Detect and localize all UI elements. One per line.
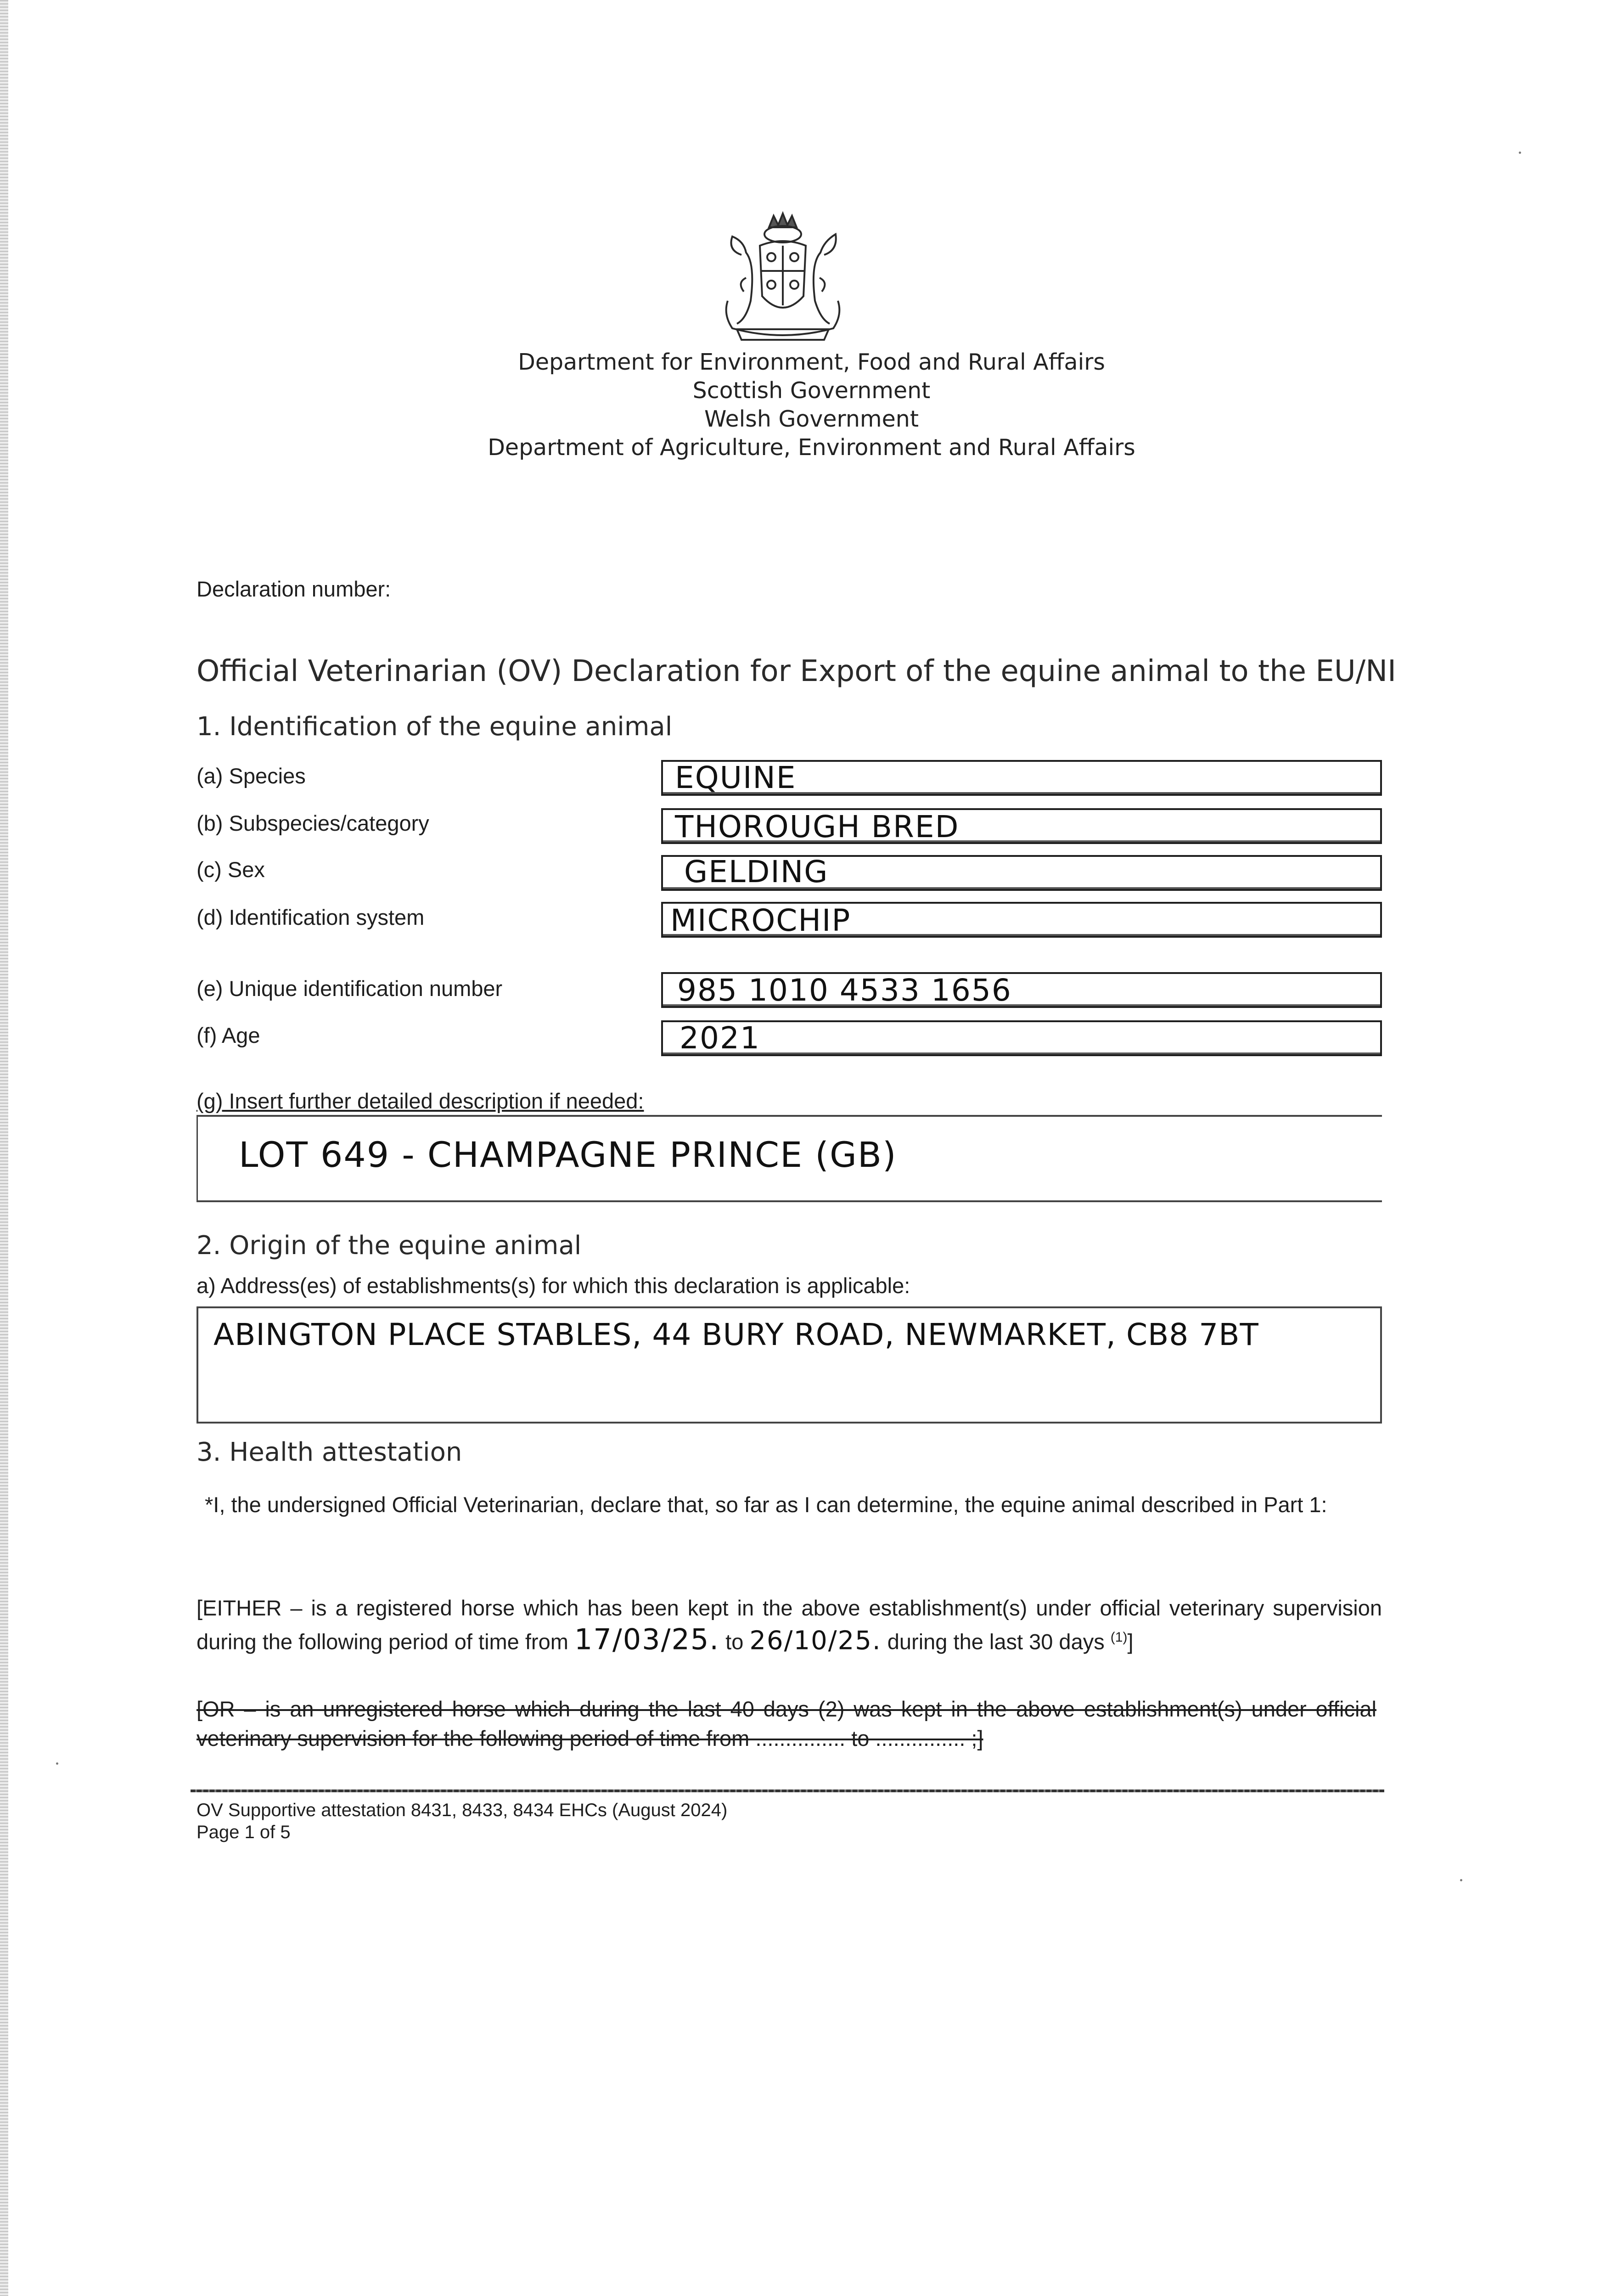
age-value: 2021	[680, 1020, 760, 1056]
further-description-value: LOT 649 - CHAMPAGNE PRINCE (GB)	[239, 1134, 897, 1175]
or-clause-struck: [OR – is an unregistered horse which during the last 40 days (2) was kept in the above establishment(s) under official veterinary supervision for the following period of time from ............... to ............... ;]	[197, 1697, 1376, 1750]
sex-label: (c) Sex	[197, 857, 265, 882]
scan-speck	[1460, 1879, 1462, 1881]
identification-system-value: MICROCHIP	[670, 903, 851, 938]
department-name: Department for Environment, Food and Rural Affairs	[518, 349, 1105, 375]
section-3-heading: 3. Health attestation	[197, 1437, 462, 1467]
to-word: to	[725, 1629, 744, 1654]
scan-edge	[0, 0, 8, 2296]
footer-divider	[191, 1790, 1384, 1792]
address-label: a) Address(es) of establishments(s) for which this declaration is applicable:	[197, 1273, 910, 1298]
further-description-label: (g) Insert further detailed description if needed:	[197, 1089, 644, 1113]
unique-id-value: 985 1010 4533 1656	[677, 973, 1012, 1008]
period-to-date: 26/10/25.	[749, 1626, 882, 1656]
scan-speck	[1519, 152, 1521, 154]
subspecies-value: THOROUGH BRED	[675, 809, 960, 844]
footer-form-reference: OV Supportive attestation 8431, 8433, 8434 EHCs (August 2024)	[197, 1800, 728, 1820]
either-clause-end-text: during the last 30 days	[887, 1629, 1105, 1654]
royal-crest-logo	[700, 209, 865, 347]
scan-speck	[56, 1762, 58, 1765]
department-name: Welsh Government	[704, 406, 919, 432]
either-bracket: ]	[1127, 1629, 1134, 1654]
period-from-date: 17/03/25.	[574, 1622, 720, 1656]
section-2-heading: 2. Origin of the equine animal	[197, 1231, 582, 1261]
address-value: ABINGTON PLACE STABLES, 44 BURY ROAD, NEWMARKET, CB8 7BT	[213, 1317, 1259, 1352]
subspecies-label: (b) Subspecies/category	[197, 811, 429, 835]
department-name: Department of Agriculture, Environment and Rural Affairs	[488, 434, 1135, 461]
identification-system-label: (d) Identification system	[197, 905, 425, 929]
footnote-ref: (1)	[1110, 1630, 1128, 1645]
section-1-heading: 1. Identification of the equine animal	[197, 712, 673, 742]
sex-value: GELDING	[684, 854, 829, 889]
age-field[interactable]	[661, 1020, 1382, 1056]
species-value: EQUINE	[675, 760, 797, 795]
page-number: Page 1 of 5	[197, 1822, 291, 1842]
declaration-number-label: Declaration number:	[197, 577, 391, 601]
unique-id-label: (e) Unique identification number	[197, 976, 503, 1001]
page-title: Official Veterinarian (OV) Declaration for Export of the equine animal to the EU/NI	[197, 654, 1396, 688]
age-label: (f) Age	[197, 1023, 260, 1047]
species-label: (a) Species	[197, 764, 306, 788]
either-clause	[197, 1593, 1382, 1657]
attestation-intro: *I, the undersigned Official Veterinarian, declare that, so far as I can determine, the equine animal described in Part 1:	[205, 1492, 1327, 1517]
department-name: Scottish Government	[692, 377, 931, 404]
either-clause-text: [EITHER – is a registered horse which has been kept in the above establishment(s) under official veterinary supervision during the following period of time from	[197, 1596, 1382, 1654]
